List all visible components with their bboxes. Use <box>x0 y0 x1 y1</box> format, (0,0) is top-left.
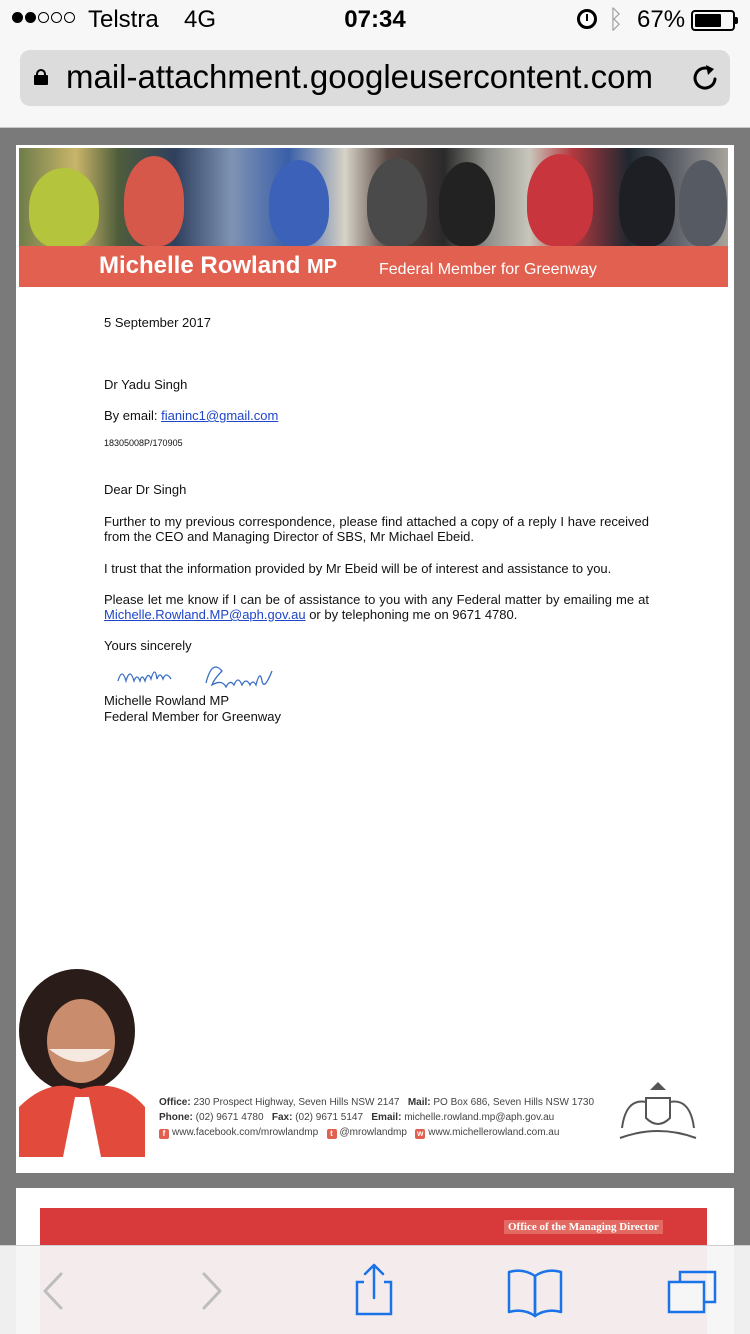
signer-name: Michelle Rowland MP <box>104 693 229 708</box>
letter-by-email: By email: fianinc1@gmail.com <box>104 408 279 423</box>
member-email-link[interactable]: Michelle.Rowland.MP@aph.gov.au <box>104 607 306 622</box>
letter-date: 5 September 2017 <box>104 315 211 330</box>
status-time: 07:34 <box>344 6 406 33</box>
footer-line-2: Phone: (02) 9671 4780 Fax: (02) 9671 5147 Email: michelle.rowland.mp@aph.gov.au <box>159 1112 555 1123</box>
banner-photo-collage <box>19 148 728 246</box>
letter-closing: Yours sincerely <box>104 638 192 653</box>
letter-reference: 18305008P/170905 <box>104 438 183 448</box>
letter-paragraph-1: Further to my previous correspondence, please find attached a copy of a reply I have received from the CEO and Managing Director of SBS, Mr Michael Ebeid. <box>104 514 649 544</box>
back-button[interactable] <box>10 1246 90 1334</box>
letter-paragraph-2: I trust that the information provided by Mr Ebeid will be of interest and assistance to you. <box>104 561 612 576</box>
banner-member-role: Federal Member for Greenway <box>379 261 597 278</box>
lock-icon <box>34 69 48 85</box>
letter-paragraph-3: Please let me know if I can be of assistance to you with any Federal matter by emailing me at Michelle.Rowland.MP@aph.gov.au or by telephoning me on 9671 4780. <box>104 592 649 622</box>
member-portrait <box>19 957 145 1157</box>
back-chevron-icon <box>10 1246 90 1334</box>
footer-line-1: Office: 230 Prospect Highway, Seven Hills NSW 2147 Mail: PO Box 686, Seven Hills NSW 1730 <box>159 1097 595 1108</box>
addressee-email-link[interactable]: fianinc1@gmail.com <box>161 408 279 423</box>
letter-addressee: Dr Yadu Singh <box>104 377 188 392</box>
browser-toolbar <box>0 1245 750 1334</box>
url-text[interactable]: mail-attachment.googleusercontent.com <box>66 58 653 95</box>
page2-office-label: Office of the Managing Director <box>504 1220 663 1234</box>
battery-percentage: 67% <box>637 6 686 33</box>
footer-line-3: f www.facebook.com/mrowlandmp t @mrowlandmp w www.michellerowland.com.au <box>159 1125 594 1140</box>
twitter-icon: t <box>327 1129 337 1139</box>
letterhead-banner <box>19 148 728 287</box>
address-bar[interactable] <box>20 50 730 106</box>
letter-salutation: Dear Dr Singh <box>104 482 187 497</box>
status-bar <box>0 0 750 40</box>
forward-button[interactable] <box>170 1246 250 1334</box>
browser-chrome <box>0 0 750 128</box>
network-type: 4G <box>184 6 217 33</box>
tabs-button[interactable] <box>655 1246 735 1334</box>
facebook-icon: f <box>159 1129 169 1139</box>
banner-member-name: Michelle Rowland MP <box>99 252 338 279</box>
website-icon: w <box>417 1129 424 1138</box>
alarm-icon <box>577 9 597 29</box>
letter-footer <box>159 1095 594 1140</box>
letter-signer <box>104 693 281 725</box>
carrier-name: Telstra <box>88 6 159 33</box>
letter-page <box>16 145 734 1173</box>
bookmarks-book-icon <box>495 1246 575 1334</box>
handwritten-signature <box>108 653 308 697</box>
share-button[interactable] <box>334 1246 414 1334</box>
tabs-overview-icon <box>655 1246 735 1334</box>
signer-title: Federal Member for Greenway <box>104 709 282 724</box>
share-icon <box>334 1246 414 1334</box>
battery-icon <box>691 10 735 31</box>
bookmarks-button[interactable] <box>495 1246 575 1334</box>
forward-chevron-icon <box>170 1246 250 1334</box>
coat-of-arms-icon <box>616 1080 700 1146</box>
reload-icon[interactable] <box>690 60 722 94</box>
bluetooth-icon: ᛒ <box>608 4 624 34</box>
